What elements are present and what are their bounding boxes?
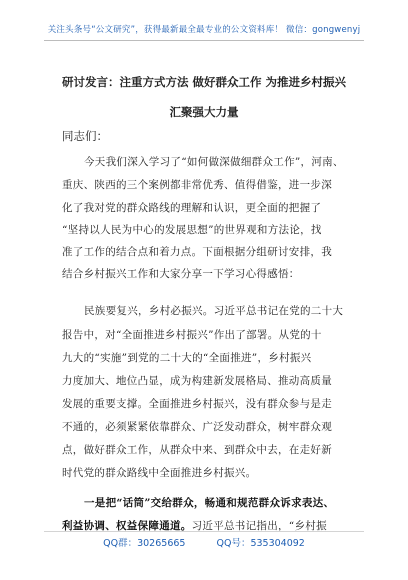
header-divider — [44, 40, 364, 41]
paragraph-2-line: 报告中，对“全面推进乡村振兴”作出了部署。从党的十 — [62, 329, 322, 341]
page-header: 关注头条号“公文研究”，获得最新最全最专业的公文资料库！ 微信：gongwenyj — [47, 25, 361, 35]
greeting: 同志们： — [62, 129, 108, 143]
paragraph-2-line: 不通的，必须紧紧依靠群众、广泛发动群众，树牢群众观 — [62, 421, 332, 433]
paragraph-1-line: 今天我们深入学习了“如何做深做细群众工作”，河南、 — [84, 156, 344, 168]
paragraph-3-text: 习近平总书记指出，“乡村振 — [191, 520, 327, 532]
footer-qq-group: QQ群：30265665 — [103, 538, 186, 549]
paragraph-1-line: 准了工作的结合点和着力点。下面根据分组研讨安排，我 — [62, 246, 332, 258]
footer-qq-number: QQ号：535304092 — [216, 538, 305, 549]
paragraph-2-line: 发展的重要支撑。全面推进乡村振兴，没有群众参与是走 — [62, 398, 332, 410]
paragraph-1-line: 结合乡村振兴工作和大家分享一下学习心得感悟： — [62, 268, 300, 280]
paragraph-2-line: 九大的“实施”到党的二十大的“全面推进”，乡村振兴 — [62, 352, 312, 364]
document-title-line-2: 汇聚强大力量 — [169, 105, 239, 119]
document-title-line-1: 研讨发言：注重方式方法 做好群众工作 为推进乡村振兴 — [61, 75, 346, 89]
paragraph-1-line: 重庆、陕西的三个案例都非常优秀、值得借鉴，进一步深 — [62, 179, 332, 191]
paragraph-2-line: 时代党的群众路线中全面推进乡村振兴。 — [62, 467, 257, 479]
page-footer — [0, 535, 408, 549]
paragraph-2-line: 民族要复兴，乡村必振兴。习近平总书记在党的二十大 — [84, 305, 344, 317]
paragraph-1-line: 化了我对党的群众路线的理解和认识，更全面的把握了 — [62, 202, 322, 214]
paragraph-2-line: 点，做好群众工作，从群众中来、到群众中去，在走好新 — [62, 444, 332, 456]
paragraph-2-line: 力度加大、地位凸显，成为构建新发展格局、推动高质量 — [62, 375, 332, 387]
paragraph-3-heading: 一是把“话筒”交给群众，畅通和规范群众诉求表达、 — [84, 497, 335, 509]
paragraph-3-line — [84, 495, 348, 510]
paragraph-3-heading-cont: 利益协调、权益保障通道。 — [62, 520, 192, 532]
paragraph-1-line: “坚持以人民为中心的发展思想”的世界观和方法论，找 — [62, 224, 322, 236]
footer-divider — [44, 531, 364, 532]
